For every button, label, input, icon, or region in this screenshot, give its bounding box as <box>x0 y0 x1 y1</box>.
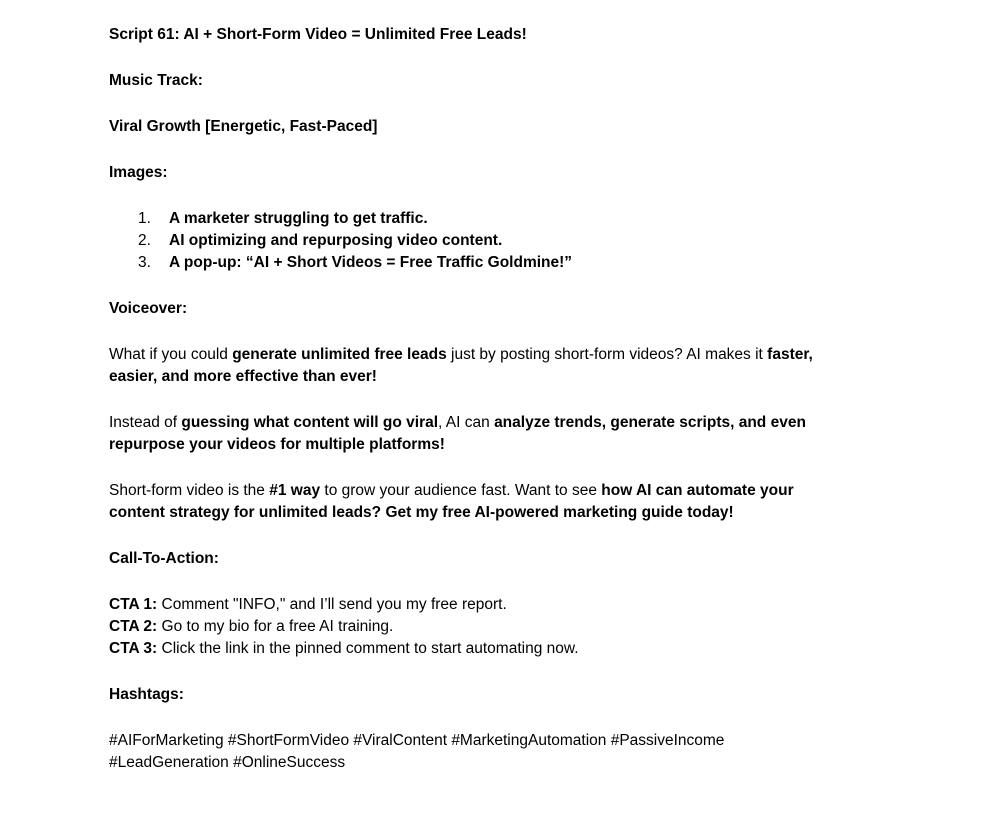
cta-item <box>109 616 889 638</box>
bold-span: #1 way <box>269 482 321 499</box>
music-track: Viral Growth [Energetic, Fast-Paced] <box>109 118 378 135</box>
list-number: 1. <box>138 210 151 227</box>
cta-label: CTA 2: <box>109 618 158 635</box>
cta-text: Go to my bio for a free AI training. <box>157 618 394 635</box>
list-number: 2. <box>138 232 151 249</box>
cta-text: Click the link in the pinned comment to start automating now. <box>157 640 579 657</box>
bold-span: generate unlimited free leads <box>232 346 447 363</box>
images-list <box>109 208 889 274</box>
cta-label: CTA 3: <box>109 640 158 657</box>
cta-text: Comment "INFO," and I’ll send you my free report. <box>157 596 507 613</box>
cta-label: CTA 1: <box>109 596 158 613</box>
list-text: AI optimizing and repurposing video content. <box>169 232 503 249</box>
bold-line: content strategy for unlimited leads? Get my free AI-powered marketing guide today! <box>109 504 734 521</box>
text-span: , AI can <box>438 414 495 431</box>
list-text: A marketer struggling to get traffic. <box>169 210 428 227</box>
document-page <box>109 24 889 774</box>
bold-line: easier, and more effective than ever! <box>109 368 377 385</box>
images-heading: Images: <box>109 164 168 181</box>
voiceover-paragraph-1 <box>109 344 889 388</box>
list-item <box>109 252 889 274</box>
bold-span: faster, <box>767 346 813 363</box>
cta-heading: Call-To-Action: <box>109 550 219 567</box>
text-span: to grow your audience fast. Want to see <box>320 482 602 499</box>
text-span: just by posting short-form videos? AI makes it <box>446 346 768 363</box>
hashtags-line: #LeadGeneration #OnlineSuccess <box>109 754 346 771</box>
voiceover-paragraph-2 <box>109 412 889 456</box>
list-text: A pop-up: “AI + Short Videos = Free Traffic Goldmine!” <box>169 254 573 271</box>
bold-line: repurpose your videos for multiple platforms! <box>109 436 445 453</box>
voiceover-heading: Voiceover: <box>109 300 188 317</box>
hashtags-heading: Hashtags: <box>109 686 184 703</box>
bold-span: analyze trends, generate scripts, and even <box>494 414 806 431</box>
script-title: Script 61: AI + Short-Form Video = Unlimited Free Leads! <box>109 26 527 43</box>
list-item <box>109 230 889 252</box>
voiceover-paragraph-3 <box>109 480 889 524</box>
cta-item <box>109 594 889 616</box>
text-span: What if you could <box>109 346 233 363</box>
bold-span: guessing what content will go viral <box>181 414 439 431</box>
bold-span: how AI can automate your <box>601 482 794 499</box>
cta-item <box>109 638 889 660</box>
hashtags-line: #AIForMarketing #ShortFormVideo #ViralContent #MarketingAutomation #PassiveIncome <box>109 732 725 749</box>
cta-list <box>109 594 889 660</box>
text-span: Instead of <box>109 414 182 431</box>
text-span: Short-form video is the <box>109 482 270 499</box>
list-item <box>109 208 889 230</box>
list-number: 3. <box>138 254 151 271</box>
music-heading: Music Track: <box>109 72 203 89</box>
